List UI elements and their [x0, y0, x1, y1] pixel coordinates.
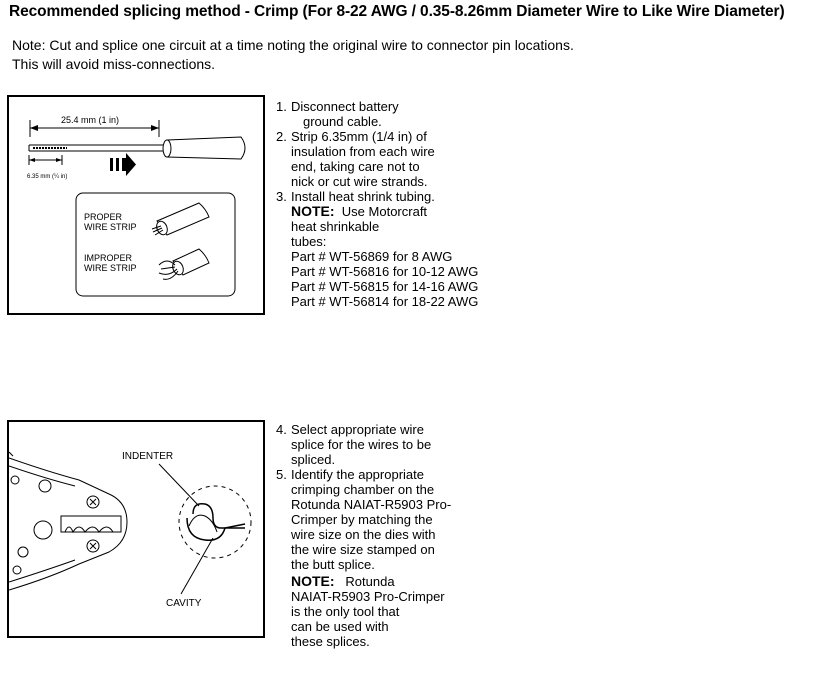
- proper-label-line-1: PROPER: [84, 212, 123, 222]
- note-label: NOTE:: [291, 203, 335, 219]
- note-label: NOTE:: [291, 573, 335, 589]
- wire-strip-figure: [7, 95, 265, 315]
- wire-strip-illustration: [9, 97, 263, 313]
- step-4: 4. Select appropriate wire splice for the wires to be spliced.: [276, 422, 432, 467]
- step-2: 2. Strip 6.35mm (1/4 in) of insulation from each wire end, taking care not to nick or cut wire strands.: [276, 129, 435, 189]
- part-number: Part # WT-56869 for 8 AWG: [291, 249, 453, 264]
- steps-list-1: [276, 99, 516, 309]
- proper-label-line-2: WIRE STRIP: [84, 222, 137, 232]
- part-number: Part # WT-56815 for 14-16 AWG: [291, 279, 479, 294]
- step-1: 1. Disconnect battery ground cable.: [276, 99, 399, 129]
- cavity-label: CAVITY: [166, 598, 202, 609]
- step-3-note: NOTE: Use Motorcraft: [291, 203, 428, 219]
- step-3: 3. Install heat shrink tubing. NOTE: Use Motorcraft heat shrinkable tubes: Part # WT-56869 for 8 AWG Part # WT-56816 for 10-12 AWG Part # WT-56815 for 14-16 AWG Part # WT-56814 for 18-22 AWG: [276, 189, 516, 309]
- crimper-figure: [7, 420, 265, 638]
- strip-comparison-box: [76, 193, 235, 296]
- page-title: Recommended splicing method - Crimp (For 8-22 AWG / 0.35-8.26mm Diameter Wire to Like Wire Diameter): [9, 3, 785, 20]
- arrow-right-icon: [110, 158, 113, 171]
- steps-list-2: [276, 422, 516, 649]
- improper-label-line-1: IMPROPER: [84, 253, 133, 263]
- note-line-1: Note: Cut and splice one circuit at a time noting the original wire to connector pin locations.: [12, 37, 574, 53]
- indenter-label: INDENTER: [122, 451, 174, 462]
- crimper-tool-icon: [9, 452, 127, 590]
- improper-label-line-2: WIRE STRIP: [84, 263, 137, 273]
- crimper-illustration: [9, 422, 263, 636]
- part-number: Part # WT-56814 for 18-22 AWG: [291, 294, 479, 309]
- part-number: Part # WT-56816 for 10-12 AWG: [291, 264, 479, 279]
- dim-short-label: 6.35 mm (¼ in): [27, 174, 68, 180]
- dim-long-label: 25.4 mm (1 in): [61, 115, 120, 125]
- step-5-note: NOTE: Rotunda: [291, 573, 395, 589]
- step-5: 5. Identify the appropriate crimping chamber on the Rotunda NAIAT-R5903 Pro- Crimper by matching the wire size on the dies with the wire size stamped on the butt splice. NOTE: Rotunda NAIAT-R5903 Pro-Crimper is the only tool that can be used with these splices.: [276, 467, 516, 649]
- note-line-2: This will avoid miss-connections.: [12, 56, 216, 72]
